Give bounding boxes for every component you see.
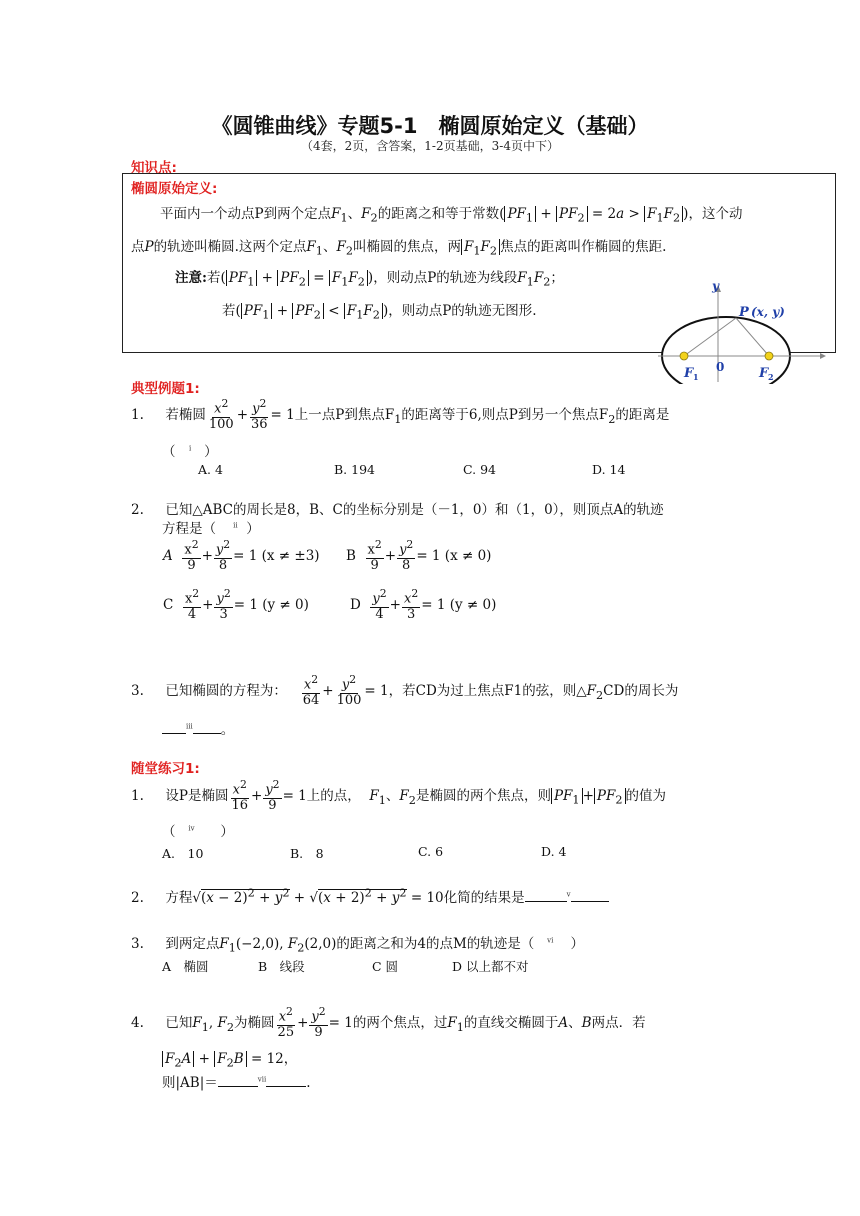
practice-q1-answer: （ $^{iv}$ ） [162,824,234,840]
note-line-2: 若( $PF_1 + PF_2 < F_1F_2$ )，则动点P的轨迹无图形. [222,303,537,322]
example-q1-option-d[interactable]: D. 14 [592,462,626,477]
f1-label: F [684,366,694,381]
focus-f2 [765,352,773,360]
practice-q3-option-b[interactable]: B 线段 [258,959,305,974]
practice-q3-option-a[interactable]: A 椭圆 [162,959,209,974]
focus-f1 [680,352,688,360]
definition-line-1: 平面内一个动点P到两个定点$F_1$、$F_2$的距离之和等于常数( $PF_1 + PF_2 = 2a > F_1F_2$ )，这个动 [160,206,743,225]
practice-q4-blank[interactable]: 则|AB|＝ $^{vii}$ . [162,1075,311,1091]
example-q1-option-b[interactable]: B. 194 [334,462,375,477]
practice-q3-option-d[interactable]: D 以上都不对 [452,959,529,974]
example-q2-option-b[interactable]: B $\frac{x^2}{9}$ + $\frac{y^2}{8}$ = 1 (x ≠ 0) [346,538,492,574]
origin-label: 0 [716,360,725,374]
practice-q1-option-a[interactable]: A. 10 [162,846,204,861]
f2-sub: 2 [768,372,774,382]
x-axis-arrow [820,353,826,359]
practice-q1-option-c[interactable]: C. 6 [418,844,444,859]
practice-q2: 2. 方程$√(x - 2)^2 + y^2 + √(x + 2)^2 + y^2 = 10$化简的结果是 $^v$ [131,886,609,906]
knowledge-heading: 知识点: [131,160,177,176]
example-q2-line1: 2. 已知△ABC的周长是8，B、C的坐标分别是（－1，0）和（1，0），则顶点A的轨迹 [131,502,664,518]
page-subtitle: （4套，2页，含答案，1-2页基础，3-4页中下） [301,139,559,153]
page-title: 《圆锥曲线》专题5-1 椭圆原始定义（基础） [211,114,649,138]
definition-heading: 椭圆原始定义: [131,181,218,197]
practice-q3-option-c[interactable]: C 圆 [372,959,399,974]
point-p-coords: (x, y) [751,305,785,319]
practice-heading: 随堂练习1: [131,761,200,777]
example-q2-option-c[interactable]: C $\frac{x^2}{4}$ + $\frac{y^2}{3}$ = 1 (y ≠ 0) [163,587,309,623]
example-q2-option-a[interactable]: A $\frac{x^2}{9}$ + $\frac{y^2}{8}$ = 1 (x ≠ ±3) [163,538,320,574]
ellipse-figure [648,278,828,384]
definition-line-2: 点P的轨迹叫椭圆.这两个定点$F_1$、$F_2$叫椭圆的焦点，两 $F_1F_2$ 焦点的距离叫作椭圆的焦距. [131,239,667,258]
practice-q4-condition: $F_2A + F_2B = 12$， [162,1047,297,1070]
example-heading: 典型例题1: [131,381,200,397]
example-q2-option-d[interactable]: D $\frac{y^2}{4}$ + $\frac{x^2}{3}$ = 1 (y ≠ 0) [350,587,497,623]
f2-label: F [759,366,769,381]
practice-q1-option-d[interactable]: D. 4 [541,844,567,859]
practice-q1-option-b[interactable]: B. 8 [290,846,324,861]
f1-sub: 1 [693,372,699,382]
practice-q1: 1. 设P是椭圆 $\frac{x^2}{16}$ + $\frac{y^2}{9}$ = 1上的点， $F_1$、$F_2$是椭圆的两个焦点，则 $PF_1 + PF_2$ 的值为 [131,778,667,814]
practice-q3: 3. 到两定点$F_1(-2,0)$, $F_2(2,0)$的距离之和为4的点M的轨迹是（ $^{vi}$ ） [131,936,585,955]
y-axis-label: y [712,279,719,293]
note-line-1: 注意:若( $PF_1 + PF_2 = F_1F_2$ )，则动点P的轨迹为线段$F_1F_2$； [175,270,564,289]
example-q1-answer: （ $^i$ ） [162,444,218,460]
example-q3-blank[interactable]: $^{iii}$ 。 [162,718,234,738]
point-p-label: P [739,305,749,320]
example-q1-option-c[interactable]: C. 94 [463,462,496,477]
practice-q4: 4. 已知$F_1$, $F_2$为椭圆 $\frac{x^2}{25}$ + $\frac{y^2}{9}$ = 1的两个焦点，过$F_1$的直线交椭圆于A、B两点．若 [131,1005,646,1041]
example-q1: 1. 若椭圆 $\frac{x^2}{100}$ + $\frac{y^2}{36}$ = 1上一点P到焦点$F_1$的距离等于6,则点P到另一个焦点$F_2$的距离是 [131,397,670,433]
example-q1-option-a[interactable]: A. 4 [198,462,223,477]
example-q2-line2: 方程是（ $^{ii}$ ） [162,521,260,537]
example-q3: 3. 已知椭圆的方程为： $\frac{x^2}{64}$ + $\frac{y^2}{100}$ = 1，若CD为过上焦点F1的弦，则$\triangle F_2CD$的周长为 [131,673,679,709]
